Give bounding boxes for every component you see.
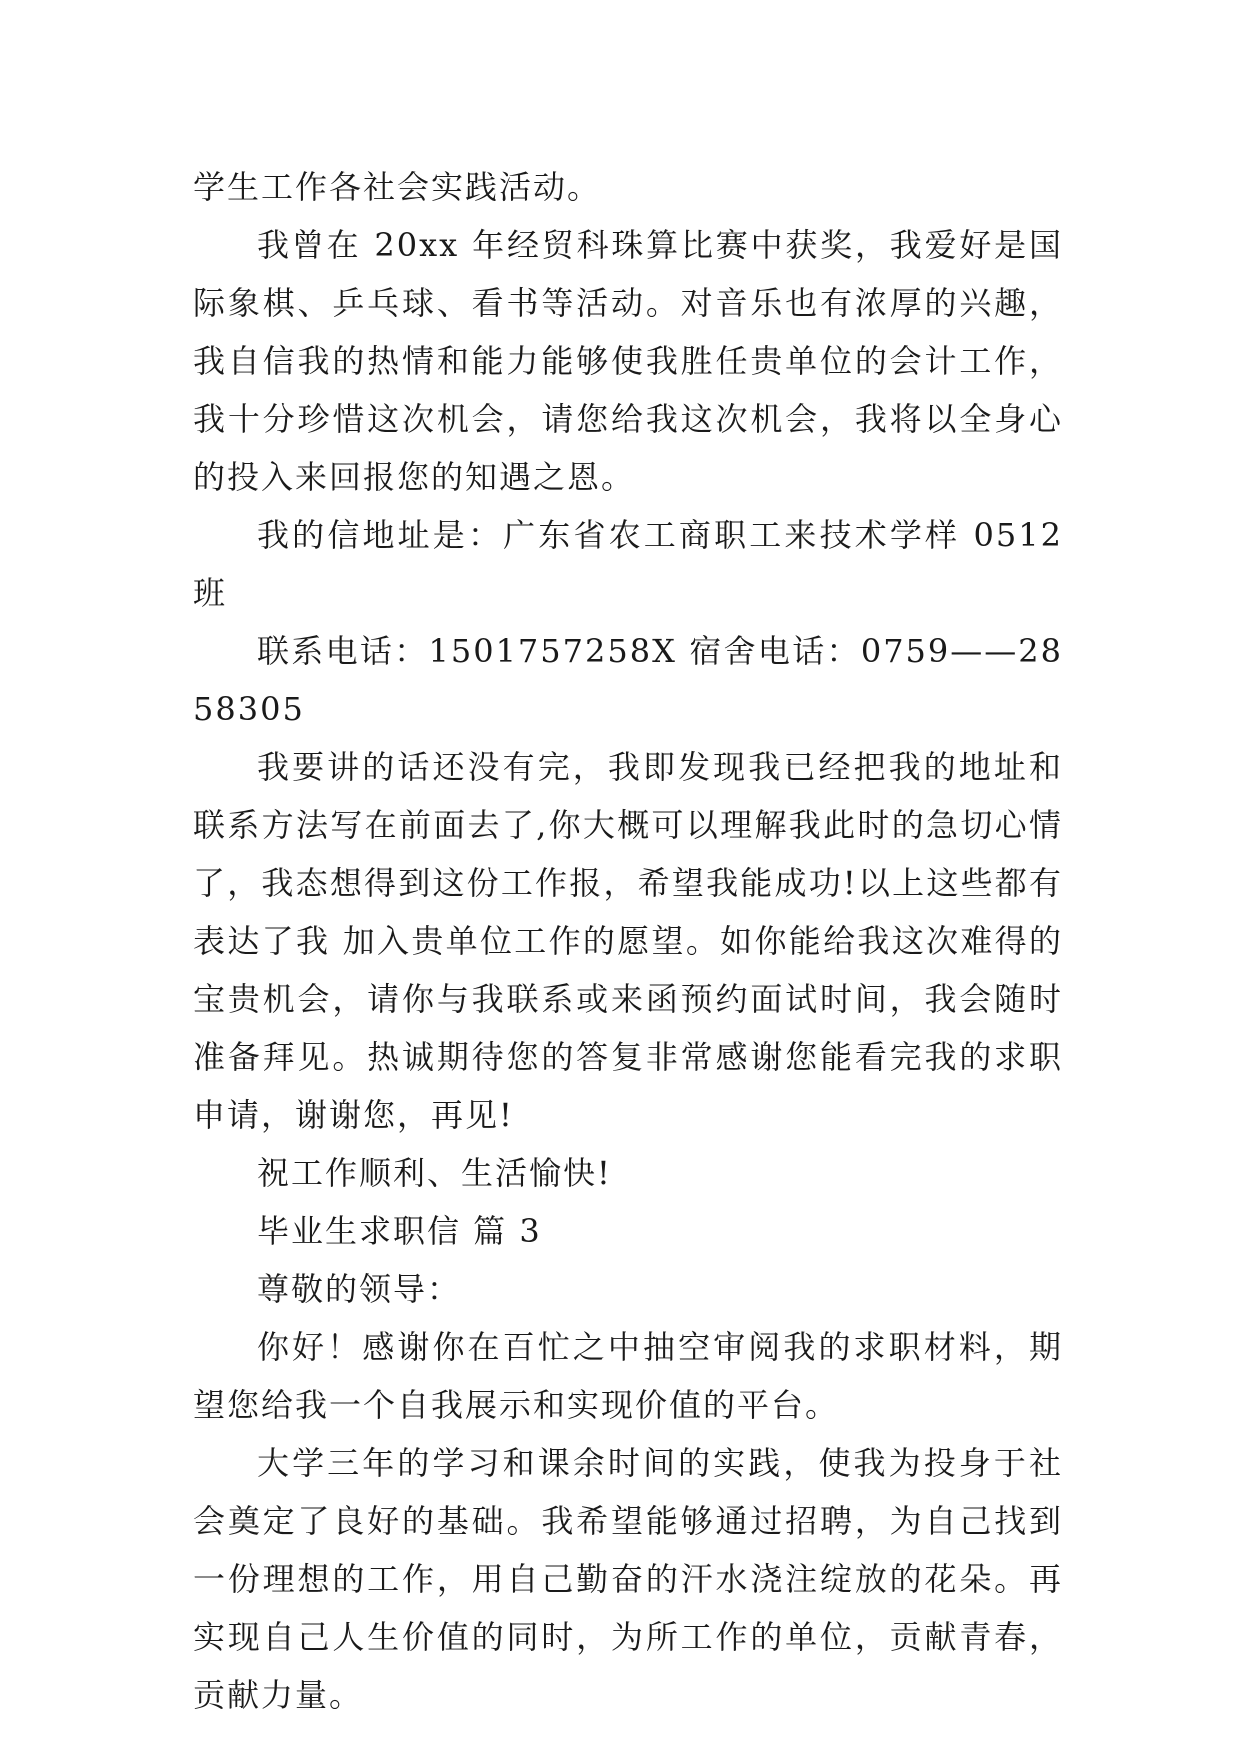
- closing-wish: 祝工作顺利、生活愉快!: [257, 1154, 612, 1192]
- paragraph: 我曾在 20xx 年经贸科珠算比赛中获奖，我爱好是国际象棋、乒乓球、看书等活动。对音乐也有浓厚的兴趣，我自信我的热情和能力能够使我胜任贵单位的会计工作，我十分珍惜这次机会，请您给我这次机会，我将以全身心的投入来回报您的知遇之恩。: [193, 226, 1063, 496]
- paragraph: 我要讲的话还没有完，我即发现我已经把我的地址和联系方法写在前面去了,你大概可以理解我此时的急切心情了，我态想得到这份工作报，希望我能成功!以上这些都有表达了我 加入贵单位工作的愿望。如你能给我这次难得的宝贵机会，请你与我联系或来函预约面试时间，我会随时准备拜见。热诚期待您的答复非常感谢您能看完我的求职申请，谢谢您，再见!: [193, 748, 1063, 1134]
- phone-line: 联系电话：1501757258X 宿舍电话：0759——2858305: [193, 632, 1063, 728]
- address-line: 我的信地址是：广东省农工商职工来技术学样 0512 班: [193, 516, 1063, 612]
- document-body: [193, 158, 1063, 1724]
- salutation: 尊敬的领导：: [257, 1270, 462, 1308]
- paragraph: 大学三年的学习和课余时间的实践，使我为投身于社会奠定了良好的基础。我希望能够通过招聘，为自己找到一份理想的工作，用自己勤奋的汗水浇注绽放的花朵。再实现自己人生价值的同时，为所工作的单位，贡献青春，贡献力量。: [193, 1444, 1063, 1714]
- section-heading: 毕业生求职信 篇 3: [257, 1212, 542, 1250]
- paragraph: 你好！感谢你在百忙之中抽空审阅我的求职材料，期望您给我一个自我展示和实现价值的平台。: [193, 1328, 1063, 1424]
- paragraph: 学生工作各社会实践活动。: [193, 168, 602, 206]
